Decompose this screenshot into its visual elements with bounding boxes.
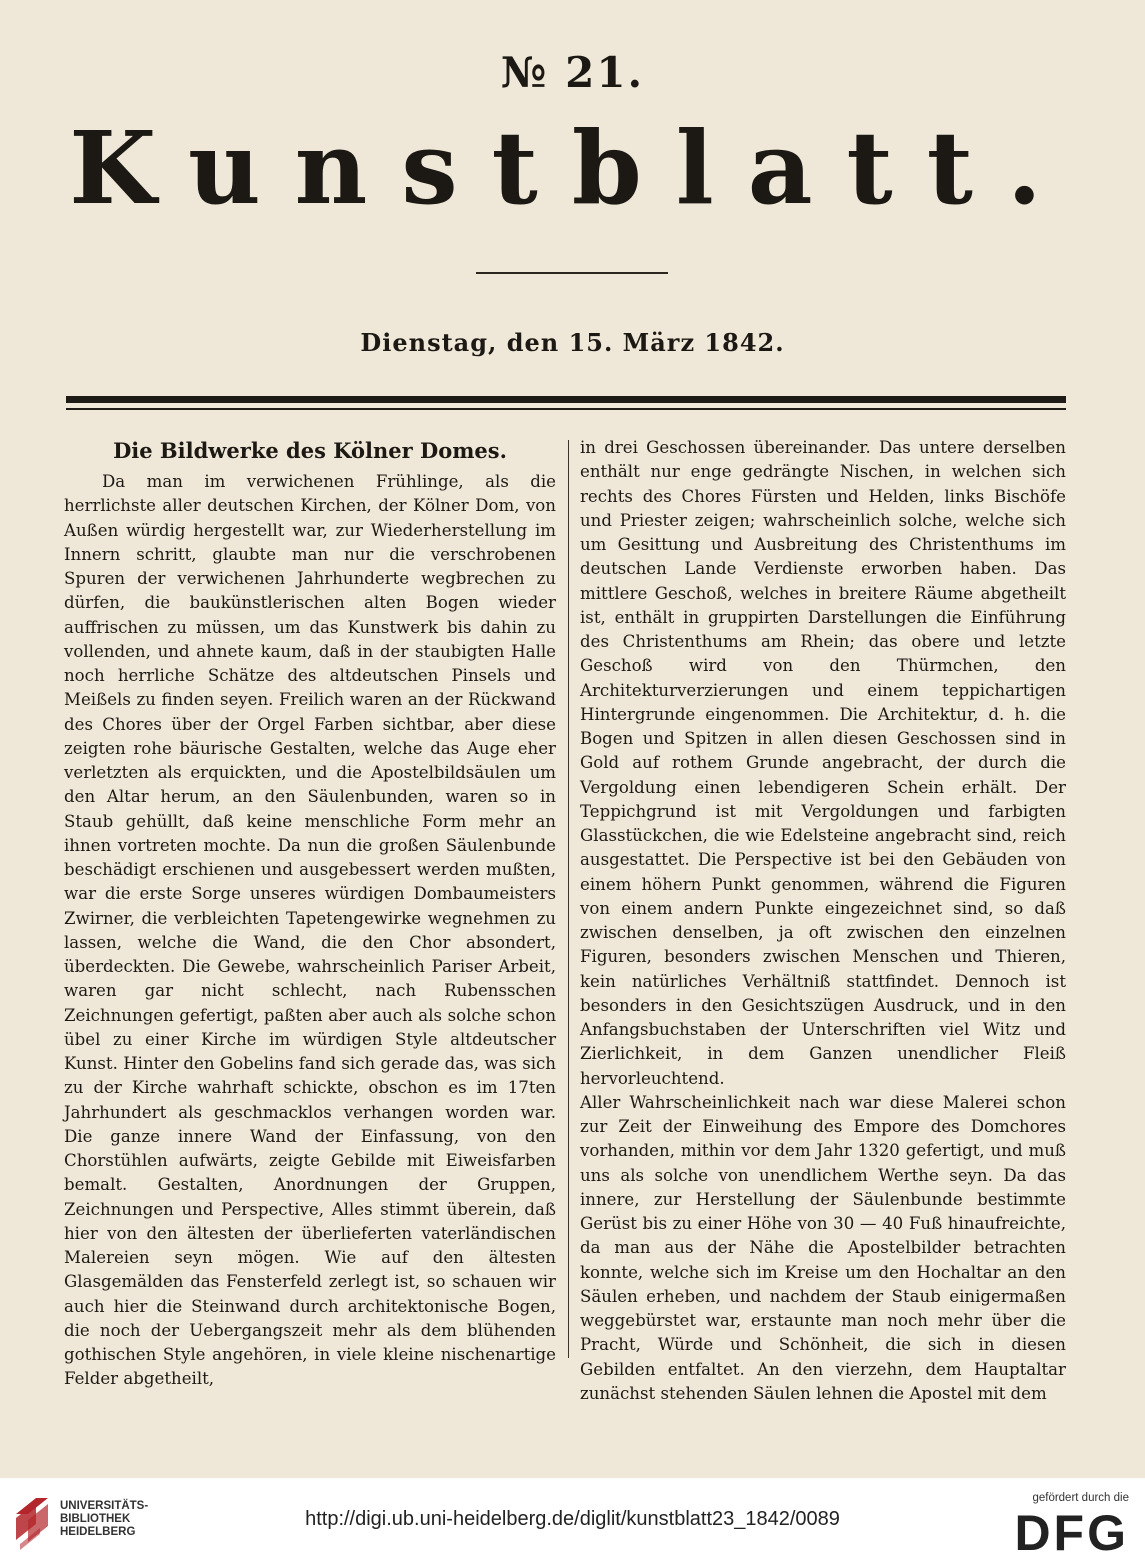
permalink-url[interactable]: http://digi.ub.uni-heidelberg.de/diglit/kunstblatt23_1842/0089 xyxy=(305,1508,840,1530)
left-column xyxy=(64,436,556,1392)
article-paragraph-continued: in drei Geschossen übereinander. Das untere derselben enthält nur enge gedrängte Nischen, in welchen sich rechts des Chores Fürsten und Helden, links Bischöfe und Priester zeigen; wahrscheinlich solche, welche sich um Gesittung und Ausbreitung des Christenthums im deutschen Lande Verdienste erworben haben. Das mittlere Geschoß, welches in breitere Räume abgetheilt ist, enthält in gruppirten Darstellungen die Einführung des Christenthums am Rhein; das obere und letzte Geschoß wird von den Thürmchen, den Architekturverzierungen und einem teppichartigen Hintergrunde eingenommen. Die Architektur, d. h. die Bogen und Spitzen in allen diesen Geschossen sind in Gold auf rothem Grunde angebracht, der durch die Vergoldung einen lebendigeren Schein erhält. Der Teppichgrund ist mit Vergoldungen und farbigten Glasstückchen, die wie Edelsteine angebracht sind, reich ausgestattet. Die Perspective ist bei den Gebäuden von einem höhern Punkt genommen, während die Figuren von einem andern Punkte eingezeichnet sind, so daß zwischen denselben, ja oft zwischen den einzelnen Figuren, besonders zwischen Menschen und Thieren, kein natürliches Verhältniß stattfindet. Dennoch ist besonders in den Gesichtszügen Ausdruck, und in den Anfangsbuchstaben der Unterschriften viel Witz und Zierlichkeit, in dem Ganzen unendlicher Fleiß hervorleuchtend. xyxy=(580,438,1066,1088)
issue-date: Dienstag, den 15. März 1842. xyxy=(360,328,785,357)
article-paragraph: Da man im verwichenen Frühlinge, als die herrlichste aller deutschen Kirchen, der Kölner Dom, von Außen würdig hergestellt war, zur Wiederherstellung im Innern schritt, glaubte man nur die verschrobenen Spuren der verwichenen Jahrhunderte wegbrechen zu dürfen, die baukünstlerischen alten Bogen wieder auffrischen zu müssen, um das Kunstwerk bis dahin zu vollenden, und ahnete kaum, daß in der staubigten Halle noch herrliche Schätze des altdeutschen Pinsels und Meißels zu finden seyen. Freilich waren an der Rückwand des Chores über der Orgel Farben sichtbar, aber diese zeigten rohe bäurische Gestalten, welche das Auge eher verletzten als erquickten, und die Apostelbildsäulen um den Altar herum, an den Säulenbunden, waren so in Staub gehüllt, daß keine menschliche Form mehr an ihnen vortreten mochte. Da nun die großen Säulenbunde beschädigt erschienen und ausgebessert werden mußten, war die erste Sorge unseres würdigen Dombaumeisters Zwirner, die verbleichten Tapetengewirke wegnehmen zu lassen, welche die Wand, die den Chor absondert, überdeckten. Die Gewebe, wahrscheinlich Pariser Arbeit, waren gar nicht schlecht, nach Rubensschen Zeichnungen gefertigt, paßten aber auch als solche schon übel zu einer Kirche im würdigen Style altdeutscher Kunst. Hinter den Gobelins fand sich gerade das, was sich zu der Kirche wahrhaft schickte, obschon es im 17ten Jahrhundert als geschmacklos verhangen worden war. Die ganze innere Wand der Einfassung, von den Chorstühlen aufwärts, zeigte Gebilde mit Eiweisfarben bemalt. Gestalten, Anordnungen der Gruppen, Zeichnungen und Perspective, Alles stimmt überein, daß hier von den ältesten der überlieferten vaterländischen Malereien seyn mögen. Wie auf den ältesten Glasgemälden das Fensterfeld zerlegt ist, so schauen wir auch hier die Steinwand durch architektonische Bogen, die noch der Uebergangszeit mehr als dem blühenden gothischen Style angehören, in viele kleine nischenartige Felder abgetheilt, xyxy=(64,472,556,1389)
header-rule-thick xyxy=(66,396,1066,403)
library-name-line: BIBLIOTHEK xyxy=(60,1513,131,1525)
article-title: Die Bildwerke des Kölner Domes. xyxy=(113,438,507,463)
masthead-rule xyxy=(476,272,668,274)
masthead-title: Kunstblatt. xyxy=(69,109,1076,227)
library-name-line: UNIVERSITÄTS- xyxy=(60,1500,149,1512)
header-rule-thin xyxy=(66,408,1066,410)
article-paragraph: Aller Wahrscheinlichkeit nach war diese Malerei schon zur Zeit der Einweihung des Empore des Domchores vorhanden, mithin vor dem Jahr 1320 gefertigt, und muß uns als solche von unendlichem Werthe seyn. Da das innere, zur Herstellung der Säulenbunde bestimmte Gerüst bis zu einer Höhe von 30 — 40 Fuß hinaufreichte, da man aus der Nähe die Apostelbilder betrachten konnte, welche sich im Kreise um den Hochaltar an den Säulen erheben, und nachdem der Staub einigermaßen weggebürstet war, erstaunte man noch mehr über die Pracht, Würde und Schönheit, die sich in diesen Gebilden entfaltet. An den vierzehn, dem Hauptaltar zunächst stehenden Säulen lehnen die Apostel mit dem xyxy=(580,1092,1066,1403)
dfg-logo[interactable]: DFG xyxy=(1014,1505,1129,1561)
funding-caption: gefördert durch die xyxy=(1032,1492,1129,1504)
right-column xyxy=(580,436,1066,1406)
column-divider xyxy=(568,440,569,1358)
library-name-line: HEIDELBERG xyxy=(60,1526,136,1538)
viewer-footer xyxy=(0,1478,1145,1568)
issue-number: № 21. xyxy=(500,48,645,97)
